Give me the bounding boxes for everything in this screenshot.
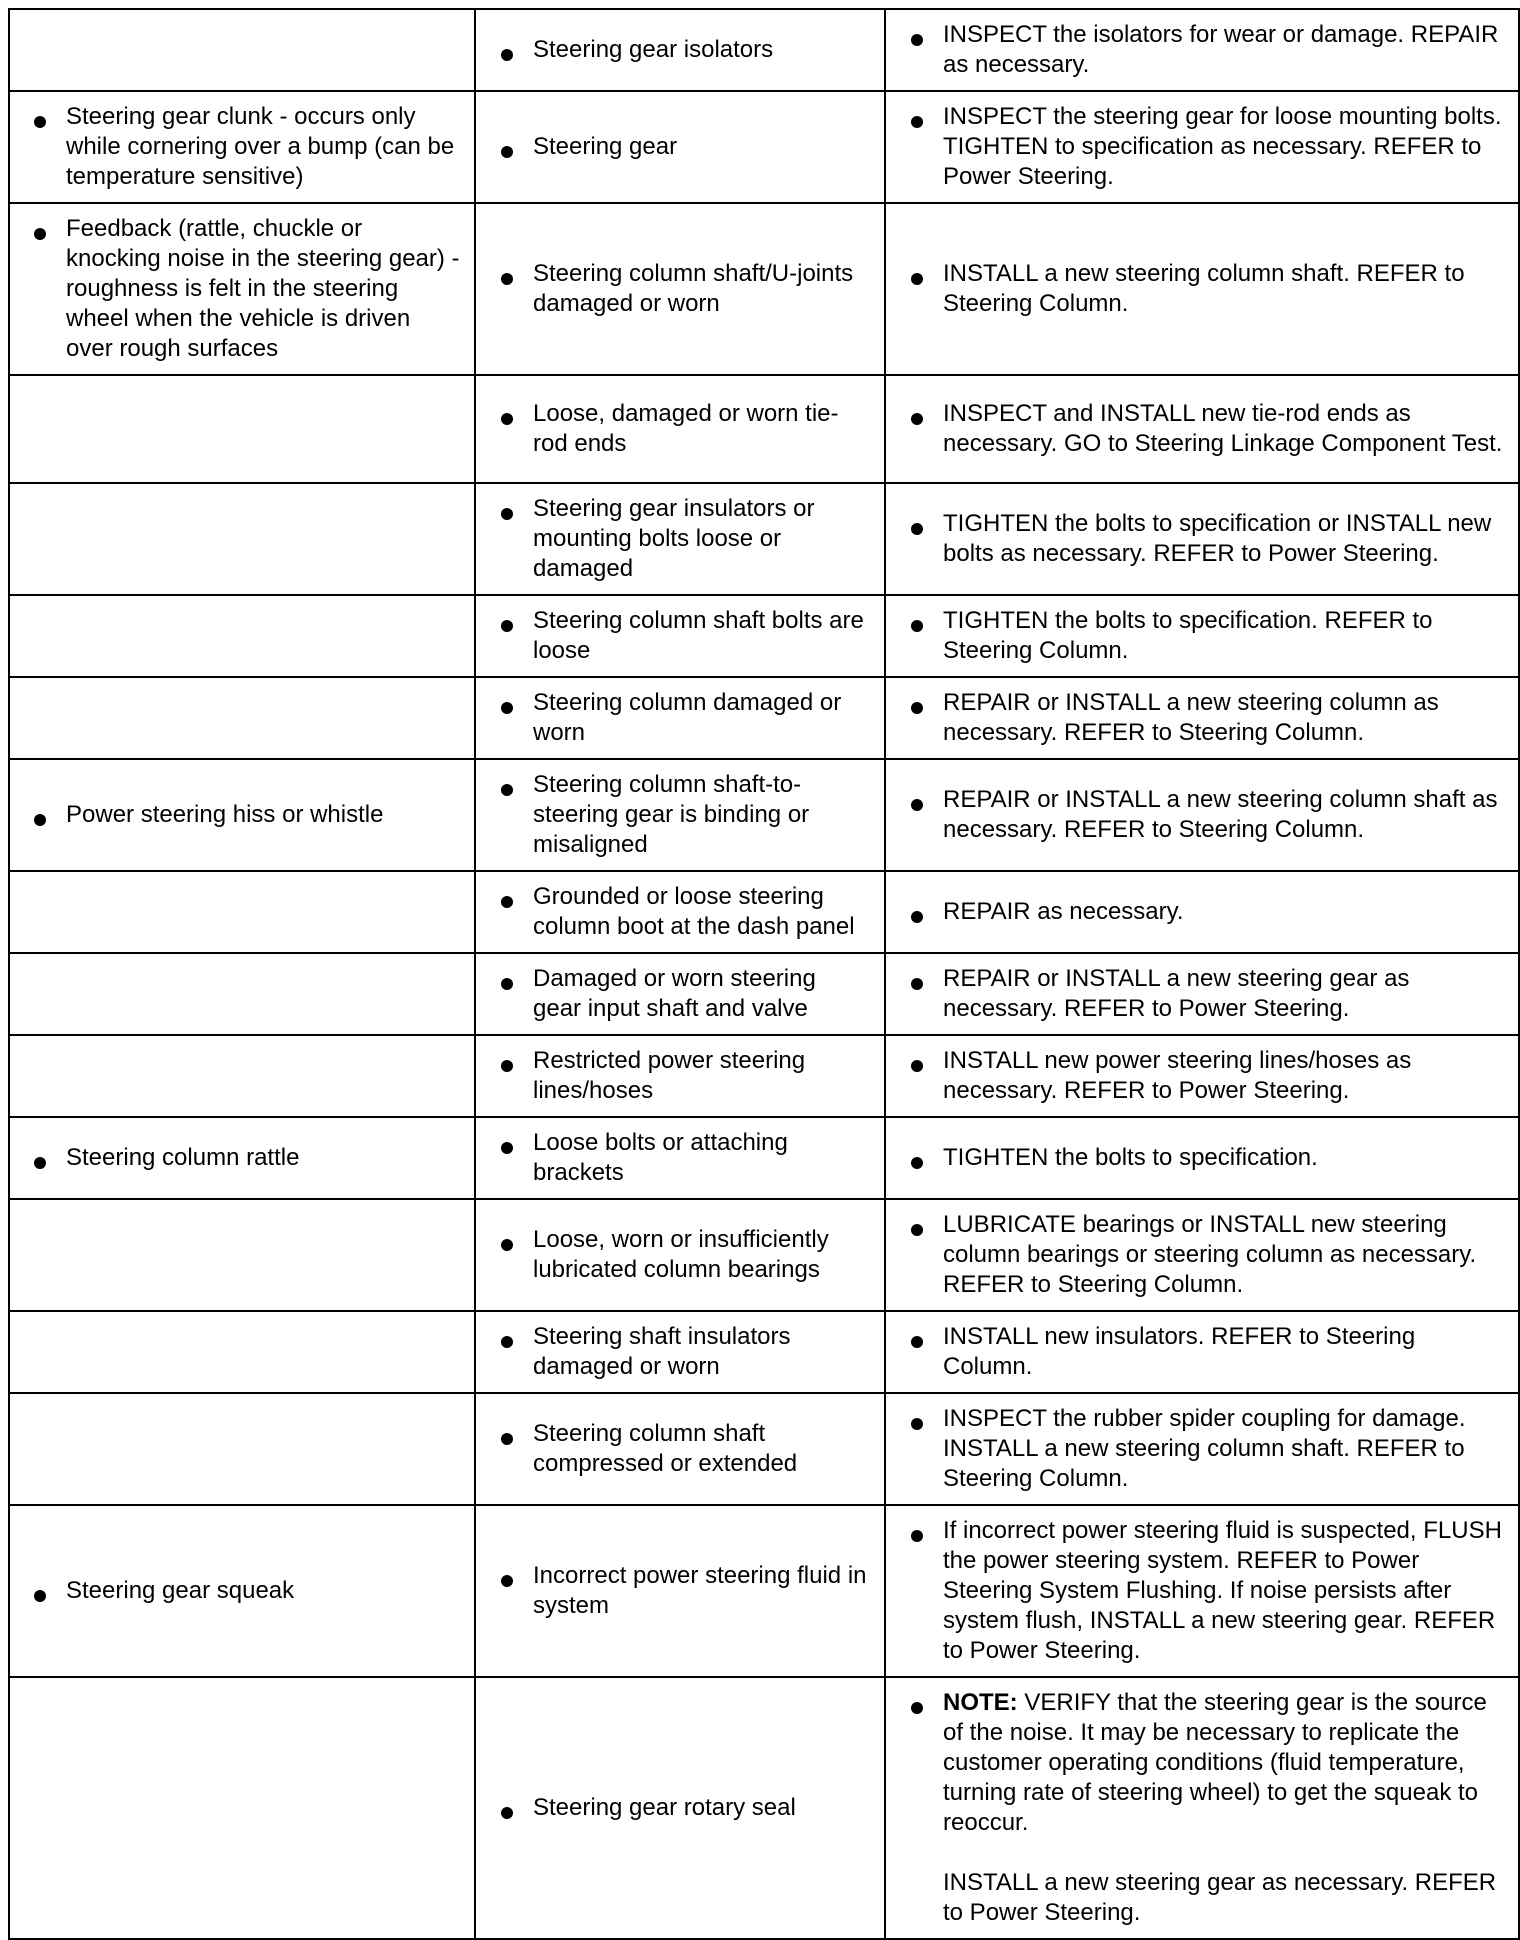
source-text: Incorrect power steering fluid in system	[476, 1551, 884, 1631]
source-cell	[475, 1505, 885, 1677]
action-cell	[885, 203, 1519, 375]
symptom-cell	[9, 759, 475, 871]
symptom-cell	[9, 595, 475, 677]
table-row	[9, 483, 1519, 595]
action-text: REPAIR as necessary.	[886, 887, 1518, 937]
source-text: Loose bolts or attaching brackets	[476, 1118, 884, 1198]
source-cell	[475, 375, 885, 483]
action-cell	[885, 91, 1519, 203]
source-cell	[475, 91, 885, 203]
note-block	[886, 1678, 1518, 1938]
symptom-chart-table	[8, 8, 1520, 1940]
table-row	[9, 1505, 1519, 1677]
note-text: VERIFY that the steering gear is the source of the noise. It may be necessary to replicate the customer operating conditions (fluid temperature, turning rate of steering wheel) to get the squeak to reoccur.	[943, 1689, 1487, 1836]
source-text: Steering gear rotary seal	[476, 1783, 884, 1833]
source-cell	[475, 759, 885, 871]
action-text: TIGHTEN the bolts to specification. REFER to Steering Column.	[886, 596, 1518, 676]
symptom-text: Feedback (rattle, chuckle or knocking noise in the steering gear) - roughness is felt in the steering wheel when the vehicle is driven over rough surfaces	[10, 204, 474, 374]
source-cell	[475, 677, 885, 759]
source-text: Restricted power steering lines/hoses	[476, 1036, 884, 1116]
symptom-cell	[9, 1505, 475, 1677]
table-row	[9, 595, 1519, 677]
symptom-cell	[9, 1311, 475, 1393]
table-row	[9, 91, 1519, 203]
action-text: INSPECT the isolators for wear or damage. REPAIR as necessary.	[886, 10, 1518, 90]
note-paragraph	[943, 1688, 1510, 1838]
action-text: REPAIR or INSTALL a new steering gear as necessary. REFER to Power Steering.	[886, 954, 1518, 1034]
symptom-cell	[9, 375, 475, 483]
action-cell	[885, 1117, 1519, 1199]
table-row	[9, 9, 1519, 91]
action-cell	[885, 1677, 1519, 1939]
source-cell	[475, 1199, 885, 1311]
table-row	[9, 375, 1519, 483]
action-text: REPAIR or INSTALL a new steering column shaft as necessary. REFER to Steering Column.	[886, 775, 1518, 855]
action-text: INSTALL a new steering gear as necessary. REFER to Power Steering.	[943, 1869, 1497, 1926]
source-text: Steering column shaft compressed or extended	[476, 1409, 884, 1489]
symptom-cell	[9, 1677, 475, 1939]
source-cell	[475, 871, 885, 953]
source-text: Steering column shaft/U-joints damaged or worn	[476, 249, 884, 329]
source-cell	[475, 595, 885, 677]
symptom-cell	[9, 871, 475, 953]
symptom-cell	[9, 203, 475, 375]
table-row	[9, 953, 1519, 1035]
source-text: Grounded or loose steering column boot at the dash panel	[476, 872, 884, 952]
source-text: Loose, worn or insufficiently lubricated column bearings	[476, 1215, 884, 1295]
action-cell	[885, 871, 1519, 953]
symptom-text: Steering gear squeak	[10, 1566, 474, 1616]
source-text: Steering gear	[476, 122, 884, 172]
source-cell	[475, 483, 885, 595]
symptom-text: Steering gear clunk - occurs only while cornering over a bump (can be temperature sensitive)	[10, 92, 474, 202]
source-cell	[475, 203, 885, 375]
symptom-cell	[9, 91, 475, 203]
note-label: NOTE:	[943, 1689, 1018, 1716]
source-cell	[475, 1677, 885, 1939]
action-cell	[885, 1311, 1519, 1393]
source-text: Steering gear isolators	[476, 25, 884, 75]
source-text: Steering column shaft-to-steering gear is binding or misaligned	[476, 760, 884, 870]
table-row	[9, 1035, 1519, 1117]
symptom-cell	[9, 953, 475, 1035]
table-row	[9, 759, 1519, 871]
source-cell	[475, 9, 885, 91]
table-row	[9, 1199, 1519, 1311]
table-row	[9, 203, 1519, 375]
action-cell	[885, 595, 1519, 677]
source-cell	[475, 1393, 885, 1505]
action-text: REPAIR or INSTALL a new steering column as necessary. REFER to Steering Column.	[886, 678, 1518, 758]
action-text: INSTALL new power steering lines/hoses as necessary. REFER to Power Steering.	[886, 1036, 1518, 1116]
action-cell	[885, 759, 1519, 871]
source-cell	[475, 1035, 885, 1117]
action-text: INSPECT and INSTALL new tie-rod ends as necessary. GO to Steering Linkage Component Test.	[886, 389, 1518, 469]
action-text: INSPECT the rubber spider coupling for damage. INSTALL a new steering column shaft. REFER to Steering Column.	[886, 1394, 1518, 1504]
table-row	[9, 1393, 1519, 1505]
action-cell	[885, 1505, 1519, 1677]
action-cell	[885, 677, 1519, 759]
symptom-cell	[9, 9, 475, 91]
source-cell	[475, 1311, 885, 1393]
symptom-text: Steering column rattle	[10, 1133, 474, 1183]
action-text: TIGHTEN the bolts to specification or INSTALL new bolts as necessary. REFER to Power Steering.	[886, 499, 1518, 579]
action-cell	[885, 1035, 1519, 1117]
source-text: Loose, damaged or worn tie-rod ends	[476, 389, 884, 469]
table-row	[9, 1677, 1519, 1939]
source-text: Damaged or worn steering gear input shaft and valve	[476, 954, 884, 1034]
source-cell	[475, 953, 885, 1035]
action-text: INSTALL new insulators. REFER to Steering Column.	[886, 1312, 1518, 1392]
symptom-cell	[9, 1117, 475, 1199]
source-text: Steering gear insulators or mounting bolts loose or damaged	[476, 484, 884, 594]
action-cell	[885, 9, 1519, 91]
action-cell	[885, 375, 1519, 483]
action-text: INSPECT the steering gear for loose mounting bolts. TIGHTEN to specification as necessary. REFER to Power Steering.	[886, 92, 1518, 202]
action-cell	[885, 953, 1519, 1035]
action-text: LUBRICATE bearings or INSTALL new steering column bearings or steering column as necessary. REFER to Steering Column.	[886, 1200, 1518, 1310]
symptom-cell	[9, 1393, 475, 1505]
action-text: If incorrect power steering fluid is suspected, FLUSH the power steering system. REFER to Power Steering System Flushing. If noise persists after system flush, INSTALL a new steering gear. REFER to Power Steering.	[886, 1506, 1518, 1676]
symptom-cell	[9, 483, 475, 595]
action-cell	[885, 1393, 1519, 1505]
action-cell	[885, 1199, 1519, 1311]
action-text: INSTALL a new steering column shaft. REFER to Steering Column.	[886, 249, 1518, 329]
table-row	[9, 1311, 1519, 1393]
table-row	[9, 871, 1519, 953]
source-cell	[475, 1117, 885, 1199]
symptom-cell	[9, 1035, 475, 1117]
source-text: Steering shaft insulators damaged or worn	[476, 1312, 884, 1392]
table-row	[9, 677, 1519, 759]
symptom-chart-page	[8, 8, 1512, 1926]
source-text: Steering column shaft bolts are loose	[476, 596, 884, 676]
symptom-cell	[9, 1199, 475, 1311]
symptom-text: Power steering hiss or whistle	[10, 790, 474, 840]
action-cell	[885, 483, 1519, 595]
table-row	[9, 1117, 1519, 1199]
source-text: Steering column damaged or worn	[476, 678, 884, 758]
action-text: TIGHTEN the bolts to specification.	[886, 1133, 1518, 1183]
symptom-cell	[9, 677, 475, 759]
